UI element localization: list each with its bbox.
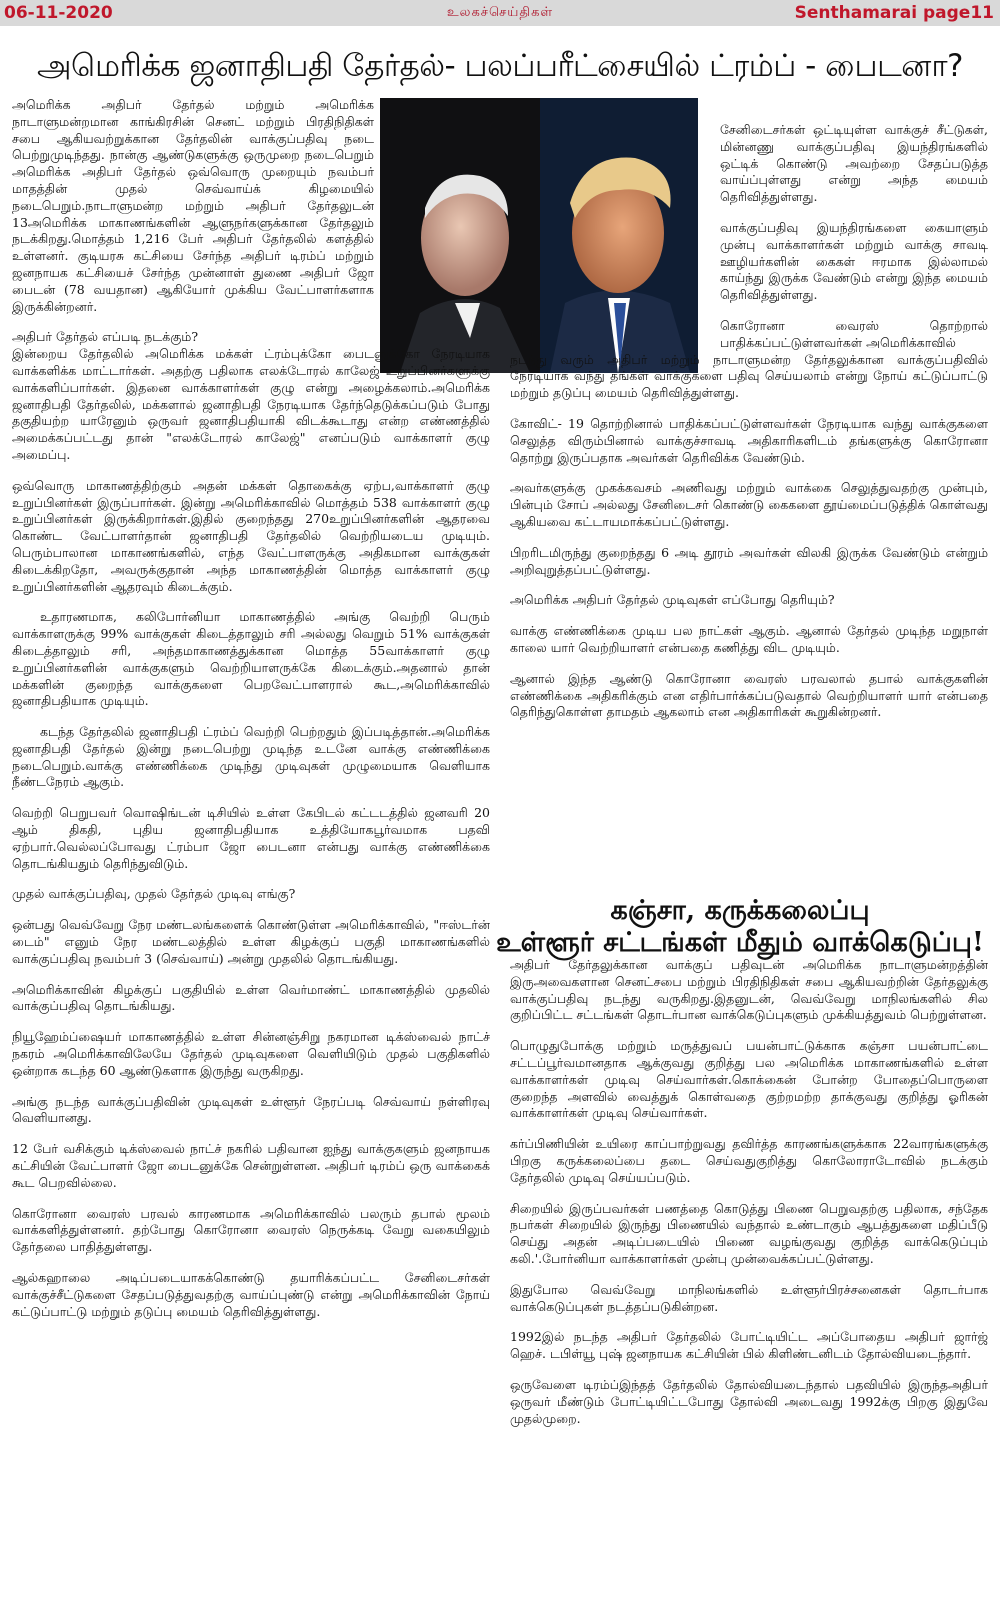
paragraph: இதுபோல வெவ்வேறு மாநிலங்களில் உள்ளூர்பிரச்சனைகள் தொடர்பாக வாக்கெடுப்புகள் நடத்தப்படுகின்றன.	[510, 1281, 988, 1314]
paragraph: நியூஹேம்ப்ஷையர் மாகாணத்தில் உள்ள சின்னஞ்சிறு நகரமான டிக்ஸ்வைல் நாட்ச் நகரம் அமெரிக்காவிலேயே தேர்தல் முடிவுகளை வெளியிடும் முதல் பகுதிகளில் ஒன்றாக கடந்த 60 ஆண்டுகளாக இருந்து வருகிறது.	[12, 1029, 490, 1078]
paragraph: கொரோனா வைரஸ் பரவல் காரணமாக அமெரிக்காவில் பலரும் தபால் மூலம் வாக்களித்துள்ளனர். தற்போது கொரோனா வைரஸ் நெருக்கடி வேறு வகையிலும் தேர்தலை பாதித்துள்ளது.	[12, 1205, 490, 1255]
headline: அமெரிக்க ஜனாதிபதி தேர்தல்- பலப்பரீட்சையில் ட்ரம்ப் - பைடனா?	[37, 48, 963, 84]
paragraph: கொரோனா வைரஸ் தொற்றால் பாதிக்கப்பட்டுள்ளவர்கள் அமெரிக்காவில்	[720, 317, 988, 350]
paragraph: 12 பேர் வசிக்கும் டிக்ஸ்வைல் நாட்ச் நகரில் பதிவான ஐந்து வாக்குகளும் ஜனநாயக கட்சியின் வேட்பாளர் ஜோ பைடனுக்கே சென்றுள்ளன. அதிபர் டிரம்ப் ஒரு வாக்கைக் கூட பெறவில்லை.	[12, 1141, 490, 1190]
paragraph: சிறையில் இருப்பவர்கள் பணத்தை கொடுத்து பிணை பெறுவதற்கு பதிலாக, சந்தேக நபர்கள் சிறையில் இருந்து பிணையில் வந்தால் உண்டாகும் ஆபத்துகளை மதிப்பீடு செய்து அதன் அடிப்படையில் பிணை வழங்குவது குறித்த வாக்கெடுப்பும் கலி.'.போர்னியா வாக்காளர்கள் முன்பு முன்வைக்கப்பட்டுள்ளது.	[510, 1200, 988, 1266]
paragraph: அவர்களுக்கு முகக்கவசம் அணிவது மற்றும் வாக்கை செலுத்துவதற்கு முன்பும், பின்பும் சோப் அல்லது சேனிடைசர் கொண்டு கைகளை தூய்மைப்படுத்திக் கொள்வது ஆகியவை கட்டாயமாக்கப்பட்டுள்ளது.	[510, 480, 988, 529]
paragraph: ஆல்கஹாலை அடிப்படையாகக்கொண்டு தயாரிக்கப்பட்ட சேனிடைசர்கள் வாக்குச்சீட்டுகளை சேதப்படுத்துவதற்கு வாய்ப்புண்டு என்று அமெரிக்காவின் நோய் கட்டுப்பாட்டு மற்றும் தடுப்பு மையம் தெரிவித்துள்ளது.	[12, 1270, 490, 1319]
paragraph: அமெரிக்க அதிபர் தேர்தல் மற்றும் அமெரிக்க நாடாளுமன்றமான காங்கிரசின் செனட் மற்றும் பிரதிநிதிகள் சபை ஆகியவற்றுக்கான தேர்தலின் வாக்குப்பதிவு நடை பெற்றுமுடிந்தது. நான்கு ஆண்டுகளுக்கு ஒருமுறை நடைபெறும் அமெரிக்க அதிபர் தேர்தல் ஒவ்வொரு முறையும் நவம்பர் மாதத்தின் முதல் செவ்வாய்க் கிழமையில் நடைபெறும்.நாடாளுமன்ற மற்றும் அதிபர் தேர்தலுடன் 13அமெரிக்க மாகாணங்களின் ஆளுநர்களுக்கான தேர்தலும் நடக்கிறது.மொத்தம் 1,216 பேர் அதிபர் தேர்தலில் களத்தில் உள்ளனர். குடியரசு கட்சியை சேர்ந்த அதிபர் டிரம்ப் மற்றும் ஜனநாயக கட்சியைச் சேர்ந்த முன்னாள் துணை அதிபர் ஜோ பைடன் (78 வயதான) ஆகியோர் முக்கிய வேட்பாளர்களாக இருக்கின்றனர்.	[12, 97, 374, 314]
paragraph: வாக்கு எண்ணிக்கை முடிய பல நாட்கள் ஆகும். ஆனால் தேர்தல் முடிந்த மறுநாள் காலை யார் வெற்றியாளர் என்பதை கணித்து விட முடியும்.	[510, 623, 988, 655]
paragraph: சேனிடைசர்கள் ஒட்டியுள்ள வாக்குச் சீட்டுகள், மின்னணு வாக்குப்பதிவு இயந்திரங்களில் ஒட்டிக் கொண்டு அவற்றை சேதப்படுத்த வாய்ப்புள்ளது என்று அந்த மையம் தெரிவித்துள்ளது.	[720, 122, 988, 205]
paragraph: நடந்து வரும் அதிபர் மற்றும் நாடாளுமன்ற தேர்தலுக்கான வாக்குப்பதிவில் நேரடியாக வந்து தங்கள் வாக்குகளை பதிவு செய்யலாம் என்று நோய் கட்டுப்பாட்டு மற்றும் தடுப்பு மையம் தெரிவித்துள்ளது.	[510, 351, 988, 401]
paragraph: அங்கு நடந்த வாக்குப்பதிவின் முடிவுகள் உள்ளூர் நேரப்படி செவ்வாய் நள்ளிரவு வெளியானது.	[12, 1093, 490, 1126]
issue-date: 06-11-2020	[4, 3, 113, 23]
paragraph: அதிபர் தேர்தல் எப்படி நடக்கும்? இன்றைய தேர்தலில் அமெரிக்க மக்கள் ட்ரம்புக்கோ பைடனுக்கோ நேரடியாக வாக்களிக்க மாட்டார்கள். அதற்கு பதிலாக எலக்டோரல் காலேஜ் உறுப்பினர்களுக்கு வாக்களிப்பார்கள். இதனை வாக்காளர்கள் குழு என்று அழைக்கலாம்.அமெரிக்க ஜனாதிபதி தேர்தலில், மக்களால் ஜனாதிபதி நேரடியாக தேர்ந்தெடுக்கப்படும் போது தகுதியற்ற யாரேனும் ஒருவர் ஜனாதிபதியாகி விடக்கூடாது என்ற எண்ணத்தில் அமைக்கப்பட்டது தான் "எலக்டோரல் காலேஜ்" எனப்படும் வாக்காளர் குழு அமைப்பு.	[12, 329, 490, 462]
paragraph: ஒன்பது வெவ்வேறு நேர மண்டலங்களைக் கொண்டுள்ள அமெரிக்காவில், "ஈஸ்டர்ன் டைம்" எனும் நேர மண்டலத்தில் உள்ள கிழக்குப் பகுதி மாகாணங்களில் வாக்குப்பதிவு நவம்பர் 3 (செவ்வாய்) அன்று முதலில் தொடங்கியது.	[12, 917, 490, 966]
paragraph: கடந்த தேர்தலில் ஜனாதிபதி ட்ரம்ப் வெற்றி பெற்றதும் இப்படித்தான்.அமெரிக்க ஜனாதிபதி தேர்தல் இன்று நடைபெற்று முடிந்த உடனே வாக்கு எண்ணிக்கை நடைபெறும்.வாக்கு எண்ணிக்கை முடிந்து முடிவுகள் முழுமையாக வெளியாக நீண்டநேரம் ஆகும்.	[12, 724, 490, 790]
section-name: உலகச்செய்திகள்	[446, 5, 554, 20]
paragraph: அமெரிக்காவின் கிழக்குப் பகுதியில் உள்ள வெர்மாண்ட் மாகாணத்தில் முதலில் வாக்குப்பதிவு தொடங்கியது.	[12, 981, 490, 1014]
section-title-line: உள்ளூர் சட்டங்கள் மீதும் வாக்கெடுப்பு!	[496, 927, 984, 958]
paragraph: பிறரிடமிருந்து குறைந்தது 6 அடி தூரம் அவர்கள் விலகி இருக்க வேண்டும் என்றும் அறிவுறுத்தப்பட்டுள்ளது.	[510, 544, 988, 577]
paragraph: ஒவ்வொரு மாகாணத்திற்கும் அதன் மக்கள் தொகைக்கு ஏற்ப,வாக்காளர் குழு உறுப்பினர்கள் இருப்பார்கள். இன்று அமெரிக்காவில் மொத்தம் 538 வாக்காளர் குழு உறுப்பினர்கள் இருக்கிறார்கள்.இதில் குறைந்தது 270உறுப்பினர்களின் ஆதரவை கொண்ட வேட்பாளர்தான் ஜனாதிபதி தேர்தலில் வெற்றியடைய முடியும். பெரும்பாலான மாகாணங்களில், எந்த வேட்பாளருக்கு அதிகமான வாக்குகள் கிடைக்கிறதோ, அவருக்குதான் அந்த மாகாணத்தின் மொத்த வாக்காளர் குழு உறுப்பினர்களின் ஆதரவும் கிடைக்கும்.	[12, 477, 490, 594]
section-title-line: கஞ்சா, கருக்கலைப்பு	[610, 895, 870, 926]
paragraph: வாக்குப்பதிவு இயந்திரங்களை கையாளும் முன்பு வாக்காளர்கள் மற்றும் வாக்கு சாவடி ஊழியர்களின் கைகள் ஈரமாக இல்லாமல் காய்ந்து இருக்க வேண்டும் என்று இந்த மையம் தெரிவித்துள்ளது.	[720, 219, 988, 303]
section2-body	[510, 957, 988, 1441]
paragraph: பொழுதுபோக்கு மற்றும் மருத்துவப் பயன்பாட்டுக்காக கஞ்சா பயன்பாட்டை சட்டப்பூர்வமானதாக ஆக்குவது குறித்து பல அமெரிக்க மாகாணங்களில் உள்ள வாக்காளர்கள் முடிவு செய்வார்கள்.கொக்கைன் போன்ற போதைப்பொருளை குறைந்த அளவில் வைத்துக் கொள்வதை குற்றமற்ற தாக்குவது குறித்து ஓரிகன் வாக்காளர்கள் முடிவு செய்வார்கள்.	[510, 1038, 988, 1121]
publication-page: Senthamarai page11	[794, 3, 994, 23]
paragraph: அதிபர் தேர்தலுக்கான வாக்குப் பதிவுடன் அமெரிக்க நாடாளுமன்றத்தின் இருஅவைகளான செனட்சபை மற்றும் பிரதிநிதிகள் சபை ஆகியவற்றின் தேர்தலுக்கு வாக்குப்பதிவு நடந்து வருகிறது.இதனுடன், வெவ்வேறு மாநிலங்களில் சில குறிப்பிட்ட சட்டங்கள் தொடர்பான வாக்கெடுப்புகளும் முக்கியத்துவம் பெற்றுள்ளன.	[510, 957, 988, 1023]
paragraph: கோவிட்- 19 தொற்றினால் பாதிக்கப்பட்டுள்ளவர்கள் நேரடியாக வந்து வாக்குகளை செலுத்த விரும்பினால் வாக்குச்சாவடி அதிகாரிகளிடம் தங்களுக்கு கொரோனா தொற்று இருப்பதாக அவர்கள் தெரிவிக்க வேண்டும்.	[510, 415, 988, 465]
left-column	[12, 97, 490, 1334]
paragraph: 1992இல் நடந்த அதிபர் தேர்தலில் போட்டியிட்ட அப்போதைய அதிபர் ஜார்ஜ் ஹெச். டபிள்யூ புஷ் ஜனநாயக கட்சியின் பில் கிளிண்டனிடம் தோல்வியடைந்தார்.	[510, 1329, 988, 1362]
paragraph: உதாரணமாக, கலிபோர்னியா மாகாணத்தில் அங்கு வெற்றி பெரும் வாக்காளருக்கு 99% வாக்குகள் கிடைத்தாலும் சரி அல்லது வெறும் 51% வாக்குகள் கிடைத்தாலும் சரி, அந்தமாகாணத்துக்கான மொத்த 55வாக்காளர் குழு உறுப்பினர்களின் வாக்குகளும் வெற்றியாளருக்கே கிடைக்கும்.அதனால் தான் மக்களின் குறைந்த வாக்குகளை பெறவேட்பாளரால் கூட,அமெரிக்காவில் ஜனாதிபதியாக முடியும்.	[12, 609, 490, 709]
section-title	[490, 895, 990, 959]
paragraph: கர்ப்பிணியின் உயிரை காப்பாற்றுவது தவிர்த்த காரணங்களுக்காக 22வாரங்களுக்கு பிறகு கருக்கலைப்பை தடை செய்வதுகுறித்து கொலோராடோவில் நடக்கும் தேர்தலில் முடிவு செய்யப்படும்.	[510, 1136, 988, 1185]
right-column	[510, 122, 988, 735]
paragraph: ஆனால் இந்த ஆண்டு கொரோனா வைரஸ் பரவலால் தபால் வாக்குகளின் எண்ணிக்கை அதிகரிக்கும் என எதிர்பார்க்கப்படுவதால் வெற்றியாளர் யார் என்பதை தெரிந்துகொள்ள தாமதம் ஆகலாம் என அதிகாரிகள் கூறுகின்றனர்.	[510, 670, 988, 720]
paragraph: வெற்றி பெறுபவர் வொஷிங்டன் டிசியில் உள்ள கேபிடல் கட்டடத்தில் ஜனவரி 20 ஆம் திகதி, புதிய ஜனாதிபதியாக உத்தியோகபூர்வமாக பதவி ஏற்பார்.வெல்லப்போவது ட்ரம்பா ஜோ பைடனா என்பது வாக்கு எண்ணிக்கை தொடங்கியதும் தெரிந்துவிடும்.	[12, 805, 490, 871]
subheading: அமெரிக்க அதிபர் தேர்தல் முடிவுகள் எப்போது தெரியும்?	[510, 592, 835, 608]
page-header	[0, 0, 1000, 26]
paragraph: ஒருவேளை டிரம்ப்இந்தத் தேர்தலில் தோல்வியடைந்தால் பதவியில் இருந்தஅதிபர் ஒருவர் மீண்டும் போட்டியிட்டபோது தோல்வி அடைவது 1992க்கு பிறகு இதுவே முதல்முறை.	[510, 1376, 988, 1426]
subheading: முதல் வாக்குப்பதிவு, முதல் தேர்தல் முடிவு எங்கு?	[12, 886, 296, 902]
